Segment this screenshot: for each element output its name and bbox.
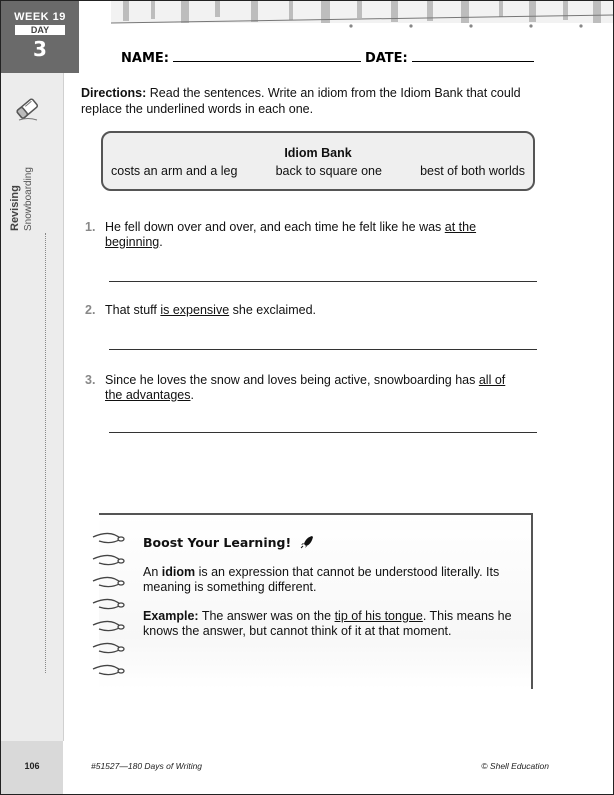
boost-example (143, 609, 523, 639)
boost-title-text: Boost Your Learning! (143, 535, 292, 550)
footer-book-title: #51527—180 Days of Writing (91, 761, 203, 771)
question-text-before: He fell down over and over, and each time he felt like he was (105, 220, 445, 234)
day-label: DAY (15, 25, 65, 35)
question-text-after: she exclaimed. (229, 303, 317, 317)
name-label: NAME: (121, 51, 169, 66)
definition-term: idiom (161, 565, 196, 579)
header-decoration (111, 1, 613, 31)
name-field[interactable] (173, 49, 361, 62)
question-text-after: . (159, 235, 163, 249)
question-number: 3. (85, 373, 96, 387)
week-label: WEEK 19 (14, 11, 66, 23)
question-text (105, 373, 525, 403)
boost-title (143, 535, 314, 550)
underlined-phrase: at the beginning (105, 220, 477, 249)
idiom-bank-items (103, 160, 533, 178)
example-text-after: . This means he knows the answer, but cannot think of it at that moment. (143, 609, 512, 638)
question-text (105, 303, 555, 318)
question-number: 2. (85, 303, 96, 317)
definition-text-after: is an expression that cannot be understood literally. Its meaning is something different. (143, 565, 500, 594)
date-field[interactable] (412, 49, 534, 62)
directions-label: Directions: (81, 86, 147, 100)
topic-text: Snowboarding (23, 167, 34, 231)
week-day-badge (1, 1, 79, 73)
question-text-before: That stuff (105, 303, 161, 317)
skill-vertical-label (9, 141, 49, 231)
rocket-icon (300, 535, 314, 549)
example-label: Example: (143, 609, 199, 623)
name-date-row (121, 49, 541, 66)
directions-text: Read the sentences. Write an idiom from the Idiom Bank that could replace the underlined words in each one. (81, 86, 521, 116)
example-underlined: tip of his tongue (334, 609, 423, 623)
question-text-before: Since he loves the snow and loves being active, snowboarding has (105, 373, 479, 387)
page-number: 106 (24, 761, 40, 771)
date-label: DATE: (364, 51, 408, 66)
idiom-item: costs an arm and a leg (111, 164, 238, 178)
question-3 (85, 373, 555, 403)
answer-line-1[interactable] (109, 281, 537, 282)
definition-text-before: An (143, 565, 162, 579)
pencil-eraser-icon (13, 93, 43, 123)
underlined-phrase: all of the advantages (105, 373, 506, 402)
left-sidebar (1, 1, 64, 741)
answer-line-2[interactable] (109, 349, 537, 350)
directions (81, 85, 551, 117)
skill-text: Revising (9, 185, 21, 231)
idiom-bank (101, 131, 535, 191)
spiral-binding-icon (91, 531, 131, 691)
answer-line-3[interactable] (109, 432, 537, 433)
idiom-item: back to square one (275, 164, 382, 178)
question-number: 1. (85, 220, 96, 234)
question-1 (85, 220, 555, 250)
boost-definition (143, 565, 523, 595)
question-2 (85, 303, 555, 318)
question-text (105, 220, 515, 250)
idiom-bank-title: Idiom Bank (284, 146, 352, 160)
example-text-before: The answer was on the (198, 609, 335, 623)
boost-your-learning-box (99, 513, 533, 689)
footer-copyright: © Shell Education (481, 761, 549, 771)
day-number: 3 (33, 37, 47, 61)
question-text-after: . (190, 388, 194, 402)
sidebar-dotted-divider (45, 233, 46, 673)
idiom-item: best of both worlds (420, 164, 525, 178)
underlined-phrase: is expensive (160, 303, 230, 317)
